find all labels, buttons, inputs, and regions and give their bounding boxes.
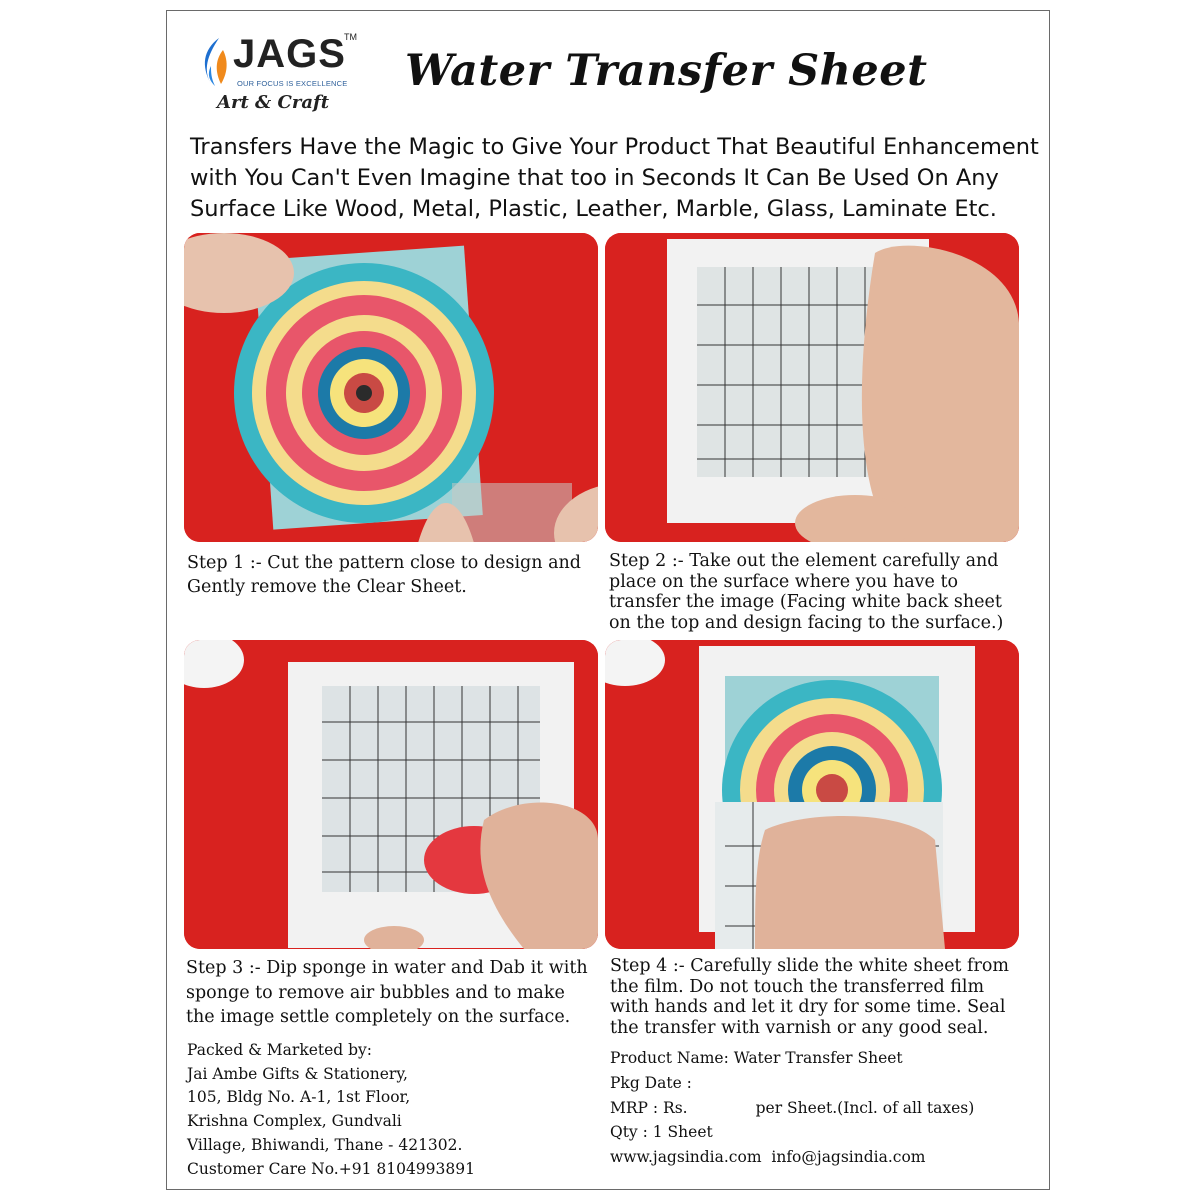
step-4-photo — [605, 640, 1019, 949]
customer-care-line: Customer Care No.+91 8104993891 — [187, 1159, 475, 1178]
packed-heading: Packed & Marketed by: — [187, 1041, 373, 1059]
product-name: Product Name: Water Transfer Sheet — [610, 1049, 903, 1067]
contact-line — [610, 1145, 1020, 1170]
step-3-photo — [184, 640, 598, 949]
brand-tagline: OUR FOCUS IS EXCELLENCE — [237, 79, 348, 88]
packed-line: 105, Bldg No. A-1, 1st Floor, — [187, 1088, 411, 1107]
mrp-label: MRP : Rs. — [610, 1098, 688, 1117]
email-link[interactable]: info@jagsindia.com — [771, 1148, 926, 1167]
website-link[interactable]: www.jagsindia.com — [610, 1148, 762, 1167]
mrp-suffix: per Sheet.(Incl. of all taxes) — [755, 1098, 975, 1117]
packed-marketed-block — [187, 1039, 587, 1181]
page-title: Water Transfer Sheet — [405, 46, 928, 96]
step-2-caption: Step 2 :- Take out the element carefully and place on the surface where you have to transfer the image (Facing white back sheet on the top and design facing to the surface.) — [609, 551, 1004, 633]
product-details-block — [610, 1046, 1020, 1170]
step-1-caption: Step 1 :- Cut the pattern close to design and Gently remove the Clear Sheet. — [187, 553, 581, 597]
packed-line: Jai Ambe Gifts & Stationery, — [187, 1064, 408, 1083]
qty: Qty : 1 Sheet — [610, 1123, 713, 1142]
intro-text: Transfers Have the Magic to Give Your Product That Beautiful Enhancement with You Can't Even Imagine that too in Seconds It Can Be Used On Any Surface Like Wood, Metal, Plastic, Leather, Marble, Glass, Laminate Etc. — [190, 134, 1039, 222]
trademark-mark: TM — [344, 32, 357, 42]
packed-line: Village, Bhiwandi, Thane - 421302. — [187, 1135, 463, 1154]
step-2-photo — [605, 233, 1019, 542]
step-1-photo — [184, 233, 598, 542]
step-3-caption: Step 3 :- Dip sponge in water and Dab it with sponge to remove air bubbles and to make the image settle completely on the surface. — [186, 958, 588, 1027]
flame-icon — [197, 36, 233, 88]
mrp-line — [610, 1096, 1020, 1121]
step-4-caption: Step 4 :- Carefully slide the white sheet from the film. Do not touch the transferred film with hands and let it dry for some time. Seal the transfer with varnish or any good seal. — [610, 956, 1009, 1038]
brand-subline: Art & Craft — [217, 92, 330, 113]
brand-name: JAGS — [233, 32, 346, 76]
packed-line: Krishna Complex, Gundvali — [187, 1112, 402, 1131]
jags-logo — [197, 32, 367, 122]
pkg-date: Pkg Date : — [610, 1073, 692, 1092]
